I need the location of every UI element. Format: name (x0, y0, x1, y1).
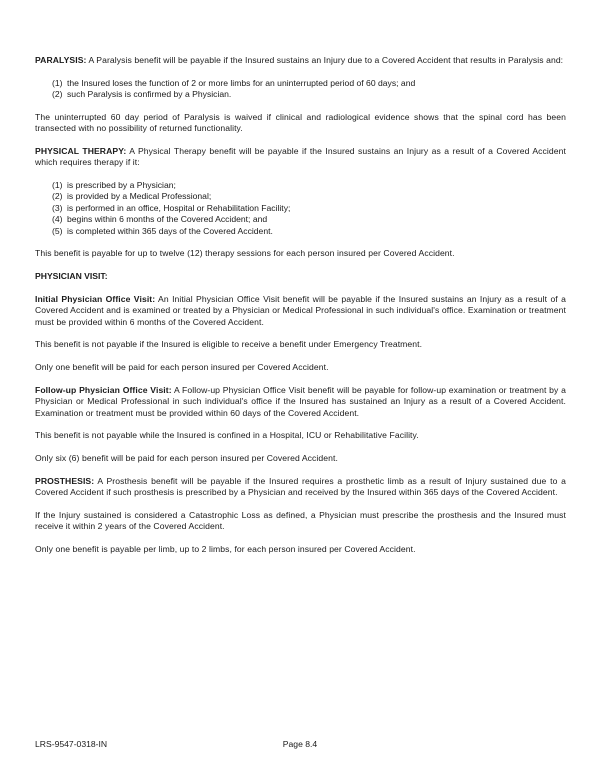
footer-page-number: Page 8.4 (282, 739, 318, 749)
paragraph-paralysis-intro-text: A Paralysis benefit will be payable if the Insured sustains an Injury due to a Covered Accident that results in Paralysis and: (86, 55, 564, 65)
paragraph-prosthesis (35, 476, 566, 499)
paragraph-physical-therapy-intro (35, 146, 566, 169)
paragraph-followup-visit-note-2: Only six (6) benefit will be paid for each person insured per Covered Accident. (35, 453, 338, 463)
heading-physician-visit: PHYSICIAN VISIT: (35, 271, 108, 282)
list-item (35, 214, 566, 226)
paragraph-initial-visit (35, 294, 566, 329)
list-physical-therapy-conditions (35, 180, 566, 238)
heading-prosthesis: PROSTHESIS: (35, 475, 95, 486)
list-paralysis-conditions (35, 78, 566, 101)
list-item (35, 191, 566, 203)
paragraph-initial-visit-note-2: Only one benefit will be paid for each person insured per Covered Accident. (35, 362, 329, 373)
list-item-text: is prescribed by a Physician; (67, 179, 176, 190)
list-marker: (1) (52, 77, 63, 88)
footer-form-number: LRS-9547-0318-IN (35, 739, 108, 749)
paragraph-physical-therapy-intro-text: A Physical Therapy benefit will be payable if the Insured sustains an Injury as a result of a Covered Accident which requires therapy if it: (35, 145, 566, 168)
list-marker: (5) (52, 225, 63, 236)
list-marker: (1) (52, 179, 63, 190)
list-item-text: begins within 6 months of the Covered Accident; and (67, 214, 268, 225)
paragraph-followup-visit-text: A Follow-up Physician Office Visit benefit will be payable for follow-up examination or treatment by a Physician or Medical Professional in such individual's office if the Insured has sustained an Injury as a result of a Covered Accident. Examination or treatment must be provided within 60 days of the Covered Accident. (35, 384, 567, 418)
list-item-text: is performed in an office, Hospital or Rehabilitation Facility; (67, 202, 291, 213)
heading-followup-physician-office-visit: Follow-up Physician Office Visit: (35, 384, 172, 395)
paragraph-physical-therapy-sessions: This benefit is payable for up to twelve (12) therapy sessions for each person insured per Covered Accident. (35, 248, 455, 259)
heading-physical-therapy: PHYSICAL THERAPY: (35, 145, 127, 156)
paragraph-paralysis-waiver: The uninterrupted 60 day period of Paralysis is waived if clinical and radiological evidence shows that the spinal cord has been transected with no possibility of returned functionality. (35, 111, 566, 134)
paragraph-followup-visit (35, 385, 566, 420)
list-item-text: is provided by a Medical Professional; (67, 191, 212, 202)
list-marker: (4) (52, 214, 63, 225)
list-item (35, 180, 566, 192)
list-item (35, 78, 566, 90)
list-marker: (2) (52, 191, 63, 202)
list-item-text: the Insured loses the function of 2 or more limbs for an uninterrupted period of 60 days; and (67, 77, 416, 88)
list-item (35, 89, 566, 101)
heading-paralysis: PARALYSIS: (35, 55, 87, 65)
paragraph-prosthesis-note-1: If the Injury sustained is considered a Catastrophic Loss as defined, a Physician must prescribe the prosthesis and the Insured must receive it within 2 years of the Covered Accident. (35, 509, 566, 532)
list-marker: (3) (52, 202, 63, 213)
heading-initial-physician-office-visit: Initial Physician Office Visit: (35, 293, 156, 304)
page-footer (0, 738, 600, 752)
list-item (35, 203, 566, 215)
paragraph-paralysis-intro (35, 55, 566, 67)
paragraph-initial-visit-note-1: This benefit is not payable if the Insured is eligible to receive a benefit under Emergency Treatment. (35, 339, 423, 350)
paragraph-followup-visit-note-1: This benefit is not payable while the Insured is confined in a Hospital, ICU or Rehabilitative Facility. (35, 430, 419, 441)
paragraph-prosthesis-note-2: Only one benefit is payable per limb, up to 2 limbs, for each person insured per Covered Accident. (35, 543, 416, 554)
list-item (35, 226, 566, 238)
list-item-text: is completed within 365 days of the Covered Accident. (67, 225, 273, 236)
paragraph-initial-visit-text: An Initial Physician Office Visit benefit will be payable if the Insured sustains an Injury as a result of a Covered Accident and is examined or treated by a Physician or Medical Professional in such individual's office. Examination or treatment must be provided within 6 months of the Covered Accident. (35, 293, 566, 327)
list-item-text: such Paralysis is confirmed by a Physician. (67, 89, 232, 100)
list-marker: (2) (52, 89, 63, 100)
paragraph-prosthesis-text: A Prosthesis benefit will be payable if the Insured requires a prosthetic limb as a result of Injury sustained due to a Covered Accident if such prosthesis is prescribed by a Physician and received by the Insured within 365 days of the Covered Accident. (35, 475, 566, 498)
document-body (35, 55, 566, 567)
